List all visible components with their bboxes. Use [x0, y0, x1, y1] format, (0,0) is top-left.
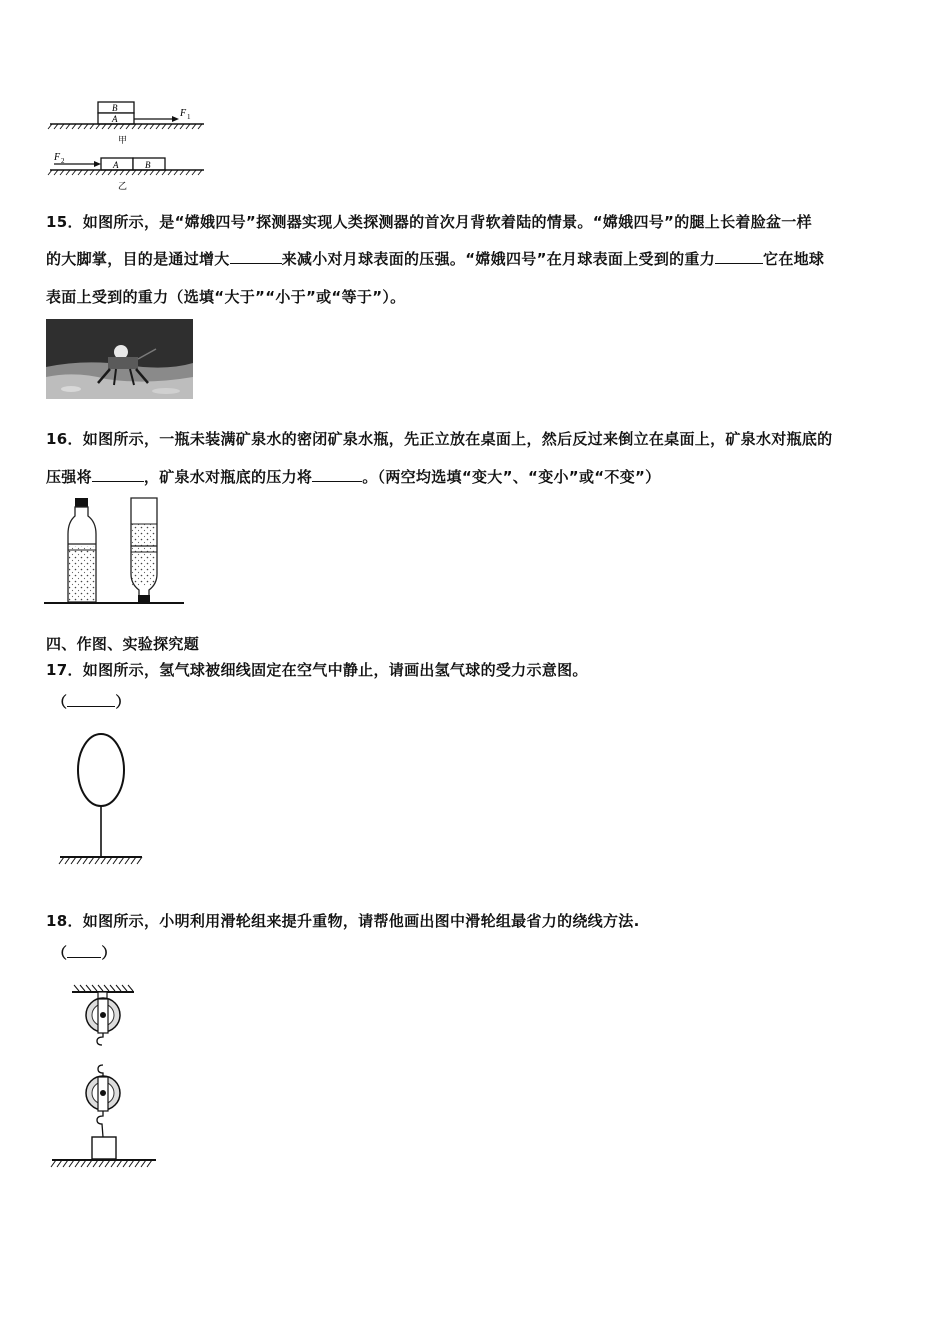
label-b-top: B — [112, 103, 118, 113]
q17-answer-open: （ — [52, 693, 68, 711]
q18-line1: 18．如图所示，小明利用滑轮组来提升重物，请帮他画出图中滑轮组最省力的绕线方法. — [46, 912, 640, 930]
q16-line1: 16．如图所示，一瓶未装满矿泉水的密闭矿泉水瓶，先正立放在桌面上，然后反过来倒立在桌面上，矿泉水对瓶底的 — [46, 430, 833, 448]
q15-blank-1[interactable] — [230, 249, 282, 264]
inverted-bottle — [131, 498, 157, 603]
label-f2: F — [54, 152, 61, 163]
label-b-bottom: B — [145, 160, 151, 170]
q15-line3: 表面上受到的重力（选填“大于”“小于”或“等于”）。 — [46, 288, 406, 306]
change4-lander-photo — [46, 319, 193, 399]
pulley-system-figure — [50, 985, 160, 1175]
q18-answer-open: （ — [52, 944, 68, 962]
weight-block — [92, 1137, 116, 1159]
label-f1-sub: 1 — [187, 113, 191, 121]
q18-answer-close: ） — [101, 944, 117, 962]
section4-heading: 四、作图、实验探究题 — [46, 635, 200, 653]
fixed-pulley — [86, 992, 120, 1045]
label-f2-sub: 2 — [61, 157, 65, 165]
q16-blank-1[interactable] — [92, 467, 144, 482]
q16-text-a: 压强将 — [46, 468, 92, 486]
movable-pulley — [86, 1065, 120, 1137]
q15-text-b: 来减小对月球表面的压强。“嫦娥四号”在月球表面上受到的重力 — [281, 250, 716, 268]
q17-answer-close: ） — [115, 693, 131, 711]
q16-text-b: ，矿泉水对瓶底的压力将 — [143, 468, 313, 486]
q16-line2 — [46, 466, 660, 487]
q18-answer — [52, 942, 117, 963]
blocks-force-figure — [46, 98, 211, 193]
q18-answer-blank[interactable] — [67, 943, 101, 958]
q17-answer — [52, 691, 131, 712]
label-f1: F — [180, 108, 187, 119]
upright-bottle — [68, 498, 96, 602]
label-a-bottom: A — [113, 160, 119, 170]
q15-text-c: 它在地球 — [763, 250, 825, 268]
q15-line2 — [46, 248, 824, 269]
bottles-figure — [44, 496, 186, 608]
q15-blank-2[interactable] — [715, 249, 763, 264]
label-a-top: A — [112, 114, 118, 124]
q16-text-c: 。（两空均选填“变大”、“变小”或“不变”） — [362, 468, 661, 486]
balloon-figure — [58, 730, 144, 868]
q17-answer-blank[interactable] — [67, 692, 115, 707]
caption-jia: 甲 — [118, 136, 128, 146]
q17-line1: 17．如图所示，氢气球被细线固定在空气中静止，请画出氢气球的受力示意图。 — [46, 661, 588, 679]
q15-line1: 15．如图所示，是“嫦娥四号”探测器实现人类探测器的首次月背软着陆的情景。“嫦娥四号”的腿上长着脸盆一样 — [46, 213, 812, 231]
hydrogen-balloon — [78, 734, 124, 806]
q15-text-a: 的大脚掌，目的是通过增大 — [46, 250, 230, 268]
caption-yi: 乙 — [118, 182, 128, 192]
q16-blank-2[interactable] — [312, 467, 362, 482]
